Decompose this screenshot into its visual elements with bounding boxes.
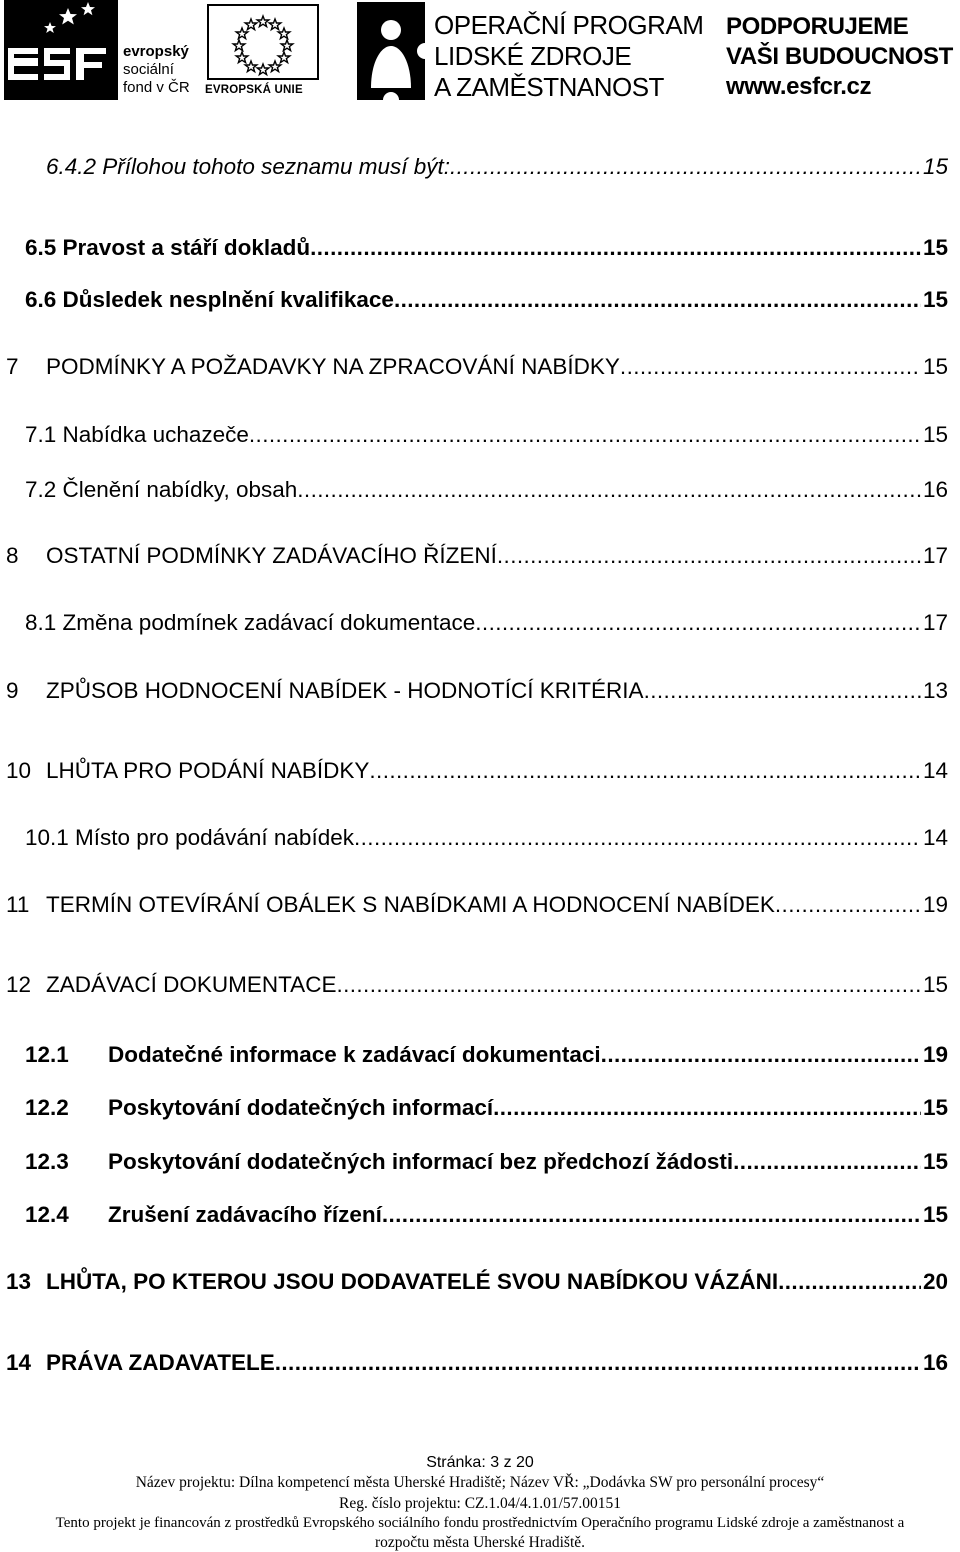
toc-number: 12.4 [25, 1202, 69, 1227]
toc-title: Dodatečné informace k zadávací dokumentaci [108, 1042, 601, 1067]
toc-number: 8 [6, 543, 19, 568]
toc-page: 15 [922, 287, 948, 312]
toc-title: ZPŮSOB HODNOCENÍ NABÍDEK - HODNOTÍCÍ KRITÉRIA [46, 678, 644, 703]
toc-page: 15 [922, 1202, 948, 1227]
toc-number: 12.1 [25, 1042, 69, 1067]
toc-title: LHŮTA PRO PODÁNÍ NABÍDKY [46, 758, 370, 783]
esf-logo [0, 0, 200, 104]
esf-caption-line: evropský [123, 43, 189, 60]
toc-leader [354, 823, 921, 853]
esf-caption [123, 43, 190, 97]
toc-entry-12-2[interactable] [0, 1093, 948, 1123]
toc-title: Poskytování dodatečných informací [108, 1095, 494, 1120]
toc-title: 10.1 Místo pro podávání nabídek [25, 825, 354, 850]
toc-entry-9[interactable] [0, 676, 948, 706]
toc-leader [336, 970, 921, 1000]
toc-number: 9 [6, 678, 19, 703]
toc-leader [297, 475, 921, 505]
toc-page: 19 [922, 892, 948, 917]
op-program-title [434, 10, 703, 103]
toc-title: ZADÁVACÍ DOKUMENTACE [46, 972, 337, 997]
toc-leader [369, 756, 921, 786]
toc-leader [497, 541, 921, 571]
toc-entry-12-3[interactable] [0, 1147, 948, 1177]
op-line: A ZAMĚSTNANOST [434, 72, 664, 102]
toc-title: 6.6 Důsledek nesplnění kvalifikace [25, 287, 394, 312]
funding-statement: Tento projekt je financován z prostředků Evropského sociálního fondu prostřednictvím Operačního programu Lidské zdroje a zaměstnanost a [55, 1515, 905, 1531]
toc-title: Zrušení zadávacího řízení [108, 1202, 382, 1227]
eu-logo [205, 2, 321, 102]
toc-entry-12[interactable] [0, 970, 948, 1000]
toc-leader [310, 233, 921, 263]
toc-number: 11 [6, 892, 30, 917]
toc-page: 13 [922, 678, 948, 703]
toc-title: 6.4.2 Přílohou tohoto seznamu musí být: [46, 154, 450, 179]
toc-leader [394, 285, 921, 315]
esf-caption-line: sociální [123, 61, 174, 78]
toc-number: 12 [6, 972, 32, 997]
toc-entry-12-1[interactable] [0, 1040, 948, 1070]
registration-number: Reg. číslo projektu: CZ.1.04/4.1.01/57.00151 [339, 1495, 621, 1512]
toc-entry-10[interactable] [0, 756, 948, 786]
toc-entry-7[interactable] [0, 352, 948, 382]
toc-title: 8.1 Změna podmínek zadávací dokumentace [25, 610, 476, 635]
slogan-line: PODPORUJEME [726, 13, 909, 40]
toc-leader [778, 1267, 921, 1297]
toc-number: 13 [6, 1269, 32, 1294]
puzzle-person-icon [357, 2, 425, 100]
page-number: Stránka: 3 z 20 [426, 1454, 534, 1471]
toc-number: 12.3 [25, 1149, 69, 1174]
toc-number: 7 [6, 354, 19, 379]
toc-page: 19 [922, 1042, 948, 1067]
op-line: OPERAČNÍ PROGRAM [434, 10, 704, 40]
toc-entry-14[interactable] [0, 1348, 948, 1378]
toc-page: 16 [922, 477, 948, 502]
toc-entry-8[interactable] [0, 541, 948, 571]
toc-leader [450, 152, 921, 182]
toc-leader [775, 890, 921, 920]
toc-title: TERMÍN OTEVÍRÁNÍ OBÁLEK S NABÍDKAMI A HODNOCENÍ NABÍDEK [46, 892, 775, 917]
eu-stars-icon [209, 6, 317, 78]
toc-leader [249, 420, 921, 450]
toc-entry-7-1[interactable] [0, 420, 948, 450]
toc-page: 14 [922, 825, 948, 850]
toc-page: 15 [922, 235, 948, 260]
toc-entry-7-2[interactable] [0, 475, 948, 505]
toc-number: 12.2 [25, 1095, 69, 1120]
toc-page: 16 [922, 1350, 948, 1375]
toc-entry-6-5[interactable] [0, 233, 948, 263]
toc-page: 15 [922, 354, 948, 379]
toc-number: 10 [6, 758, 32, 783]
toc-leader [644, 676, 921, 706]
toc-entry-12-4[interactable] [0, 1200, 948, 1230]
toc-page: 15 [922, 1149, 948, 1174]
toc-title: 6.5 Pravost a stáří dokladů [25, 235, 311, 260]
toc-title: 7.2 Členění nabídky, obsah [25, 477, 298, 502]
toc-page: 17 [922, 543, 948, 568]
toc-leader [275, 1348, 921, 1378]
toc-number: 14 [6, 1350, 32, 1375]
toc-page: 14 [922, 758, 948, 783]
toc-title: LHŮTA, PO KTEROU JSOU DODAVATELÉ SVOU NABÍDKOU VÁZÁNI [46, 1269, 779, 1294]
toc-leader [620, 352, 921, 382]
slogan-line: VAŠI BUDOUCNOST [726, 43, 953, 70]
toc-title: PRÁVA ZADAVATELE [46, 1350, 275, 1375]
toc-leader [601, 1040, 921, 1070]
esf-caption-line: fond v ČR [123, 79, 190, 96]
page-header [0, 0, 960, 106]
toc-page: 17 [922, 610, 948, 635]
eu-label: EVROPSKÁ UNIE [205, 84, 303, 96]
toc-entry-10-1[interactable] [0, 823, 948, 853]
toc-page: 20 [922, 1269, 948, 1294]
eu-flag-icon [207, 4, 319, 80]
toc-entry-13[interactable] [0, 1267, 948, 1297]
toc-entry-6-6[interactable] [0, 285, 948, 315]
op-line: LIDSKÉ ZDROJE [434, 41, 632, 71]
toc-entry-8-1[interactable] [0, 608, 948, 638]
toc-entry-6-4-2[interactable] [0, 152, 948, 182]
toc-entry-11[interactable] [0, 890, 948, 920]
support-slogan [726, 12, 953, 102]
esfcr-link[interactable]: www.esfcr.cz [726, 73, 872, 100]
toc-leader [475, 608, 921, 638]
toc-page: 15 [922, 1095, 948, 1120]
toc-page: 15 [922, 972, 948, 997]
toc-page: 15 [922, 422, 948, 447]
toc-leader [382, 1200, 921, 1230]
toc-page: 15 [922, 154, 948, 179]
toc-title: OSTATNÍ PODMÍNKY ZADÁVACÍHO ŘÍZENÍ [46, 543, 497, 568]
funding-statement-continued: rozpočtu města Uherské Hradiště. [374, 1534, 586, 1551]
esf-logo-mark [4, 0, 118, 100]
project-name: Název projektu: Dílna kompetencí města Uherské Hradiště; Název VŘ: „Dodávka SW pro personální procesy“ [135, 1474, 825, 1491]
toc-title: 7.1 Nabídka uchazeče [25, 422, 249, 447]
toc-leader [493, 1093, 921, 1123]
toc-title: Poskytování dodatečných informací bez předchozí žádosti [108, 1149, 734, 1174]
toc-title: PODMÍNKY A POŽADAVKY NA ZPRACOVÁNÍ NABÍDKY [46, 354, 620, 379]
toc-leader [733, 1147, 921, 1177]
